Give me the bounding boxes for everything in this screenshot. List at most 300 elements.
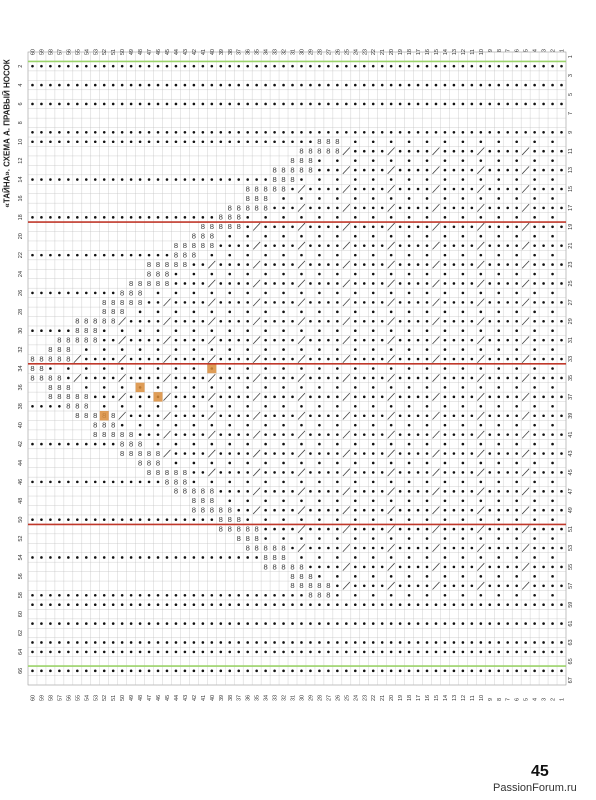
stitch-dot — [444, 103, 447, 106]
stitch-dot — [282, 424, 285, 427]
stitch-dot — [246, 103, 249, 106]
stitch-dot — [426, 509, 429, 512]
stitch-dot — [300, 216, 303, 219]
stitch-dot — [453, 528, 456, 531]
row-number-right: 13 — [568, 167, 574, 174]
stitch-dot — [300, 235, 303, 238]
twisted-stitch-symbol: Ȣ — [164, 469, 170, 477]
stitch-dot — [390, 103, 393, 106]
stitch-dot — [444, 547, 447, 550]
twisted-stitch-symbol: Ȣ — [84, 403, 89, 411]
stitch-dot — [408, 433, 411, 436]
stitch-dot — [354, 311, 357, 314]
column-number-bottom: 53 — [93, 694, 100, 701]
stitch-dot — [560, 150, 563, 153]
stitch-dot — [282, 263, 285, 266]
row-number-right: 55 — [568, 563, 574, 570]
stitch-dot — [309, 225, 312, 228]
stitch-dot — [435, 103, 438, 106]
stitch-dot — [497, 603, 500, 606]
stitch-dot — [327, 244, 330, 247]
stitch-dot — [49, 254, 52, 257]
twisted-stitch-symbol: Ȣ — [120, 450, 125, 458]
stitch-dot — [31, 641, 34, 644]
column-number-bottom: 36 — [245, 694, 252, 701]
stitch-dot — [211, 386, 214, 389]
stitch-dot — [444, 131, 447, 134]
stitch-dot — [542, 301, 545, 304]
stitch-dot — [515, 188, 518, 191]
stitch-dot — [112, 358, 115, 361]
stitch-dot — [318, 225, 321, 228]
stitch-dot — [408, 509, 411, 512]
stitch-dot — [300, 84, 303, 87]
stitch-dot — [130, 556, 133, 559]
stitch-dot — [363, 320, 366, 323]
stitch-dot — [417, 433, 420, 436]
column-number-bottom: 35 — [254, 694, 261, 701]
stitch-dot — [551, 499, 554, 502]
column-number-top: 45 — [164, 49, 171, 56]
stitch-dot — [390, 84, 393, 87]
stitch-dot — [444, 311, 447, 314]
stitch-dot — [551, 197, 554, 200]
stitch-dot — [390, 556, 393, 559]
stitch-dot — [264, 301, 267, 304]
stitch-dot — [282, 207, 285, 210]
stitch-dot — [354, 481, 357, 484]
stitch-dot — [202, 594, 205, 597]
stitch-dot — [426, 499, 429, 502]
stitch-dot — [336, 207, 339, 210]
stitch-dot — [354, 301, 357, 304]
stitch-dot — [426, 244, 429, 247]
stitch-dot — [417, 169, 420, 172]
stitch-dot — [76, 216, 79, 219]
twisted-stitch-symbol: Ȣ — [227, 507, 232, 515]
stitch-dot — [372, 292, 375, 295]
stitch-dot — [354, 216, 357, 219]
stitch-dot — [408, 670, 411, 673]
column-number-top: 31 — [290, 49, 297, 56]
stitch-dot — [363, 169, 366, 172]
stitch-dot — [497, 405, 500, 408]
stitch-dot — [363, 103, 366, 106]
stitch-dot — [399, 509, 402, 512]
row-number-left: 58 — [18, 592, 24, 599]
stitch-dot — [462, 311, 465, 314]
stitch-dot — [542, 150, 545, 153]
row-number-left: 10 — [18, 138, 24, 145]
twisted-stitch-symbol: Ȣ — [272, 186, 277, 194]
twisted-stitch-symbol: Ȣ — [102, 432, 107, 440]
twisted-stitch-symbol: Ȣ — [227, 224, 232, 232]
stitch-dot — [336, 367, 339, 370]
stitch-dot — [354, 547, 357, 550]
column-number-bottom: 37 — [236, 694, 243, 701]
stitch-dot — [363, 622, 366, 625]
stitch-dot — [219, 103, 222, 106]
column-number-bottom: 22 — [371, 694, 378, 701]
twisted-stitch-symbol: Ȣ — [30, 375, 35, 383]
stitch-dot — [157, 292, 160, 295]
stitch-dot — [372, 150, 375, 153]
stitch-dot — [282, 339, 285, 342]
stitch-dot — [246, 651, 249, 654]
stitch-dot — [291, 225, 294, 228]
stitch-dot — [408, 367, 411, 370]
stitch-dot — [228, 424, 231, 427]
stitch-dot — [533, 424, 536, 427]
stitch-dot — [228, 405, 231, 408]
stitch-dot — [497, 140, 500, 143]
stitch-dot — [67, 481, 70, 484]
stitch-dot — [399, 528, 402, 531]
stitch-dot — [264, 518, 267, 521]
column-number-top: 4 — [532, 49, 539, 53]
stitch-dot — [193, 414, 196, 417]
stitch-dot — [193, 405, 196, 408]
row-number-left: 24 — [18, 270, 24, 278]
stitch-dot — [130, 670, 133, 673]
stitch-dot — [336, 216, 339, 219]
stitch-dot — [515, 292, 518, 295]
twisted-stitch-symbol: Ȣ — [317, 583, 322, 591]
stitch-dot — [175, 367, 178, 370]
stitch-dot — [49, 65, 52, 68]
stitch-dot — [390, 348, 393, 351]
stitch-dot — [560, 225, 563, 228]
stitch-dot — [417, 490, 420, 493]
stitch-dot — [363, 670, 366, 673]
stitch-dot — [184, 518, 187, 521]
stitch-dot — [515, 556, 518, 559]
stitch-dot — [175, 377, 178, 380]
stitch-dot — [453, 622, 456, 625]
stitch-dot — [497, 641, 500, 644]
stitch-dot — [237, 490, 240, 493]
column-number-bottom: 29 — [308, 694, 315, 701]
stitch-dot — [515, 405, 518, 408]
stitch-dot — [202, 263, 205, 266]
row-number-right: 23 — [568, 261, 574, 268]
stitch-dot — [390, 197, 393, 200]
stitch-dot — [551, 320, 554, 323]
stitch-dot — [408, 452, 411, 455]
stitch-dot — [175, 405, 178, 408]
stitch-dot — [175, 320, 178, 323]
stitch-dot — [67, 216, 70, 219]
stitch-dot — [354, 225, 357, 228]
stitch-dot — [426, 329, 429, 332]
stitch-dot — [264, 358, 267, 361]
stitch-dot — [506, 320, 509, 323]
row-number-left: 36 — [18, 384, 24, 391]
stitch-dot — [112, 339, 115, 342]
stitch-dot — [372, 216, 375, 219]
stitch-dot — [533, 244, 536, 247]
row-number-right: 61 — [568, 620, 574, 627]
stitch-dot — [157, 301, 160, 304]
stitch-dot — [542, 509, 545, 512]
stitch-dot — [237, 244, 240, 247]
column-number-bottom: 59 — [39, 694, 46, 701]
twisted-stitch-symbol: Ȣ — [93, 318, 98, 326]
twisted-stitch-symbol: Ȣ — [155, 460, 161, 468]
stitch-dot — [551, 377, 554, 380]
stitch-dot — [497, 499, 500, 502]
stitch-dot — [560, 358, 563, 361]
stitch-dot — [193, 386, 196, 389]
stitch-dot — [444, 594, 447, 597]
stitch-dot — [246, 301, 249, 304]
stitch-dot — [219, 433, 222, 436]
stitch-dot — [354, 197, 357, 200]
stitch-dot — [417, 150, 420, 153]
stitch-dot — [139, 518, 142, 521]
stitch-dot — [202, 282, 205, 285]
stitch-dot — [480, 556, 483, 559]
stitch-dot — [291, 282, 294, 285]
stitch-dot — [551, 651, 554, 654]
stitch-dot — [336, 518, 339, 521]
stitch-dot — [336, 537, 339, 540]
twisted-stitch-symbol: Ȣ — [146, 280, 152, 288]
stitch-dot — [148, 320, 151, 323]
stitch-dot — [49, 651, 52, 654]
stitch-dot — [40, 518, 43, 521]
stitch-dot — [417, 377, 420, 380]
stitch-dot — [417, 651, 420, 654]
stitch-dot — [31, 178, 34, 181]
stitch-dot — [157, 651, 160, 654]
stitch-dot — [300, 641, 303, 644]
stitch-dot — [497, 433, 500, 436]
stitch-dot — [309, 377, 312, 380]
column-number-bottom: 54 — [84, 694, 91, 701]
stitch-dot — [480, 670, 483, 673]
row-number-right: 33 — [568, 355, 574, 363]
column-number-top: 47 — [147, 49, 154, 56]
stitch-dot — [130, 131, 133, 134]
twisted-stitch-symbol: Ȣ — [236, 526, 241, 534]
stitch-dot — [560, 263, 563, 266]
stitch-dot — [255, 140, 258, 143]
stitch-dot — [497, 490, 500, 493]
stitch-dot — [506, 263, 509, 266]
stitch-dot — [157, 103, 160, 106]
stitch-dot — [40, 405, 43, 408]
stitch-dot — [228, 339, 231, 342]
stitch-dot — [219, 641, 222, 644]
stitch-dot — [408, 150, 411, 153]
stitch-dot — [480, 641, 483, 644]
stitch-dot — [103, 292, 106, 295]
stitch-dot — [354, 367, 357, 370]
stitch-dot — [264, 367, 267, 370]
row-number-left: 6 — [18, 102, 24, 106]
stitch-dot — [336, 159, 339, 162]
stitch-dot — [399, 547, 402, 550]
stitch-dot — [85, 292, 88, 295]
stitch-dot — [515, 424, 518, 427]
stitch-dot — [193, 131, 196, 134]
stitch-dot — [58, 603, 61, 606]
stitch-dot — [336, 603, 339, 606]
stitch-dot — [237, 603, 240, 606]
stitch-dot — [273, 207, 276, 210]
stitch-dot — [551, 556, 554, 559]
stitch-dot — [381, 339, 384, 342]
stitch-dot — [58, 292, 61, 295]
stitch-dot — [166, 84, 169, 87]
stitch-dot — [318, 367, 321, 370]
stitch-dot — [67, 651, 70, 654]
stitch-dot — [480, 235, 483, 238]
stitch-dot — [497, 301, 500, 304]
stitch-dot — [273, 509, 276, 512]
stitch-dot — [471, 207, 474, 210]
stitch-dot — [399, 339, 402, 342]
twisted-stitch-symbol: Ȣ — [218, 517, 223, 525]
stitch-dot — [480, 216, 483, 219]
column-number-bottom: 33 — [272, 694, 279, 701]
stitch-dot — [139, 414, 142, 417]
stitch-dot — [309, 282, 312, 285]
stitch-dot — [426, 150, 429, 153]
stitch-dot — [193, 282, 196, 285]
stitch-dot — [462, 263, 465, 266]
stitch-dot — [533, 433, 536, 436]
column-number-top: 58 — [48, 49, 55, 56]
stitch-dot — [506, 188, 509, 191]
twisted-stitch-symbol: Ȣ — [299, 167, 304, 175]
stitch-dot — [264, 622, 267, 625]
stitch-dot — [237, 301, 240, 304]
stitch-dot — [67, 329, 70, 332]
stitch-dot — [399, 169, 402, 172]
stitch-dot — [336, 433, 339, 436]
stitch-dot — [300, 622, 303, 625]
stitch-dot — [211, 65, 214, 68]
stitch-dot — [94, 670, 97, 673]
stitch-dot — [31, 65, 34, 68]
stitch-dot — [408, 188, 411, 191]
stitch-dot — [318, 292, 321, 295]
stitch-dot — [31, 622, 34, 625]
stitch-dot — [76, 254, 79, 257]
stitch-dot — [264, 84, 267, 87]
stitch-dot — [390, 273, 393, 276]
twisted-stitch-symbol: Ȣ — [191, 252, 197, 260]
stitch-dot — [193, 433, 196, 436]
stitch-dot — [488, 84, 491, 87]
stitch-dot — [148, 65, 151, 68]
stitch-dot — [381, 225, 384, 228]
stitch-dot — [228, 244, 231, 247]
column-number-top: 51 — [111, 49, 118, 56]
stitch-dot — [211, 462, 214, 465]
stitch-dot — [94, 396, 97, 399]
stitch-dot — [515, 594, 518, 597]
stitch-dot — [533, 216, 536, 219]
stitch-dot — [363, 150, 366, 153]
stitch-dot — [390, 443, 393, 446]
stitch-dot — [462, 367, 465, 370]
stitch-dot — [471, 169, 474, 172]
row-number-left: 20 — [18, 233, 24, 240]
stitch-dot — [444, 651, 447, 654]
row-number-left: 32 — [18, 346, 24, 353]
column-number-bottom: 39 — [218, 694, 225, 701]
column-number-top: 40 — [209, 49, 216, 56]
stitch-dot — [435, 131, 438, 134]
stitch-dot — [211, 131, 214, 134]
stitch-dot — [112, 103, 115, 106]
stitch-dot — [202, 471, 205, 474]
stitch-dot — [354, 433, 357, 436]
stitch-dot — [488, 244, 491, 247]
stitch-dot — [354, 140, 357, 143]
stitch-dot — [228, 254, 231, 257]
stitch-dot — [363, 490, 366, 493]
stitch-dot — [31, 481, 34, 484]
stitch-dot — [515, 670, 518, 673]
stitch-dot — [453, 244, 456, 247]
stitch-dot — [462, 603, 465, 606]
stitch-dot — [515, 396, 518, 399]
stitch-dot — [175, 443, 178, 446]
stitch-dot — [560, 339, 563, 342]
stitch-dot — [139, 178, 142, 181]
stitch-dot — [49, 131, 52, 134]
stitch-dot — [237, 509, 240, 512]
twisted-stitch-symbol: Ȣ — [111, 309, 116, 317]
stitch-dot — [417, 584, 420, 587]
stitch-dot — [175, 622, 178, 625]
stitch-dot — [246, 490, 249, 493]
stitch-dot — [130, 594, 133, 597]
stitch-dot — [453, 225, 456, 228]
stitch-dot — [444, 433, 447, 436]
stitch-dot — [139, 377, 142, 380]
stitch-dot — [31, 216, 34, 219]
stitch-dot — [67, 84, 70, 87]
stitch-dot — [264, 320, 267, 323]
row-number-left: 62 — [18, 629, 24, 637]
stitch-dot — [426, 131, 429, 134]
stitch-dot — [417, 263, 420, 266]
stitch-dot — [480, 603, 483, 606]
twisted-stitch-symbol: Ȣ — [57, 394, 62, 402]
stitch-dot — [417, 244, 420, 247]
twisted-stitch-symbol: Ȣ — [263, 545, 268, 553]
stitch-dot — [560, 547, 563, 550]
stitch-dot — [309, 131, 312, 134]
stitch-dot — [372, 414, 375, 417]
stitch-dot — [480, 197, 483, 200]
twisted-stitch-symbol: Ȣ — [227, 205, 232, 213]
stitch-dot — [282, 481, 285, 484]
stitch-dot — [309, 509, 312, 512]
column-number-top: 32 — [281, 49, 288, 56]
column-number-bottom: 45 — [164, 694, 171, 701]
stitch-dot — [327, 339, 330, 342]
stitch-dot — [435, 84, 438, 87]
stitch-dot — [497, 518, 500, 521]
twisted-stitch-symbol: Ȣ — [111, 413, 116, 421]
row-number-right: 47 — [568, 488, 574, 495]
